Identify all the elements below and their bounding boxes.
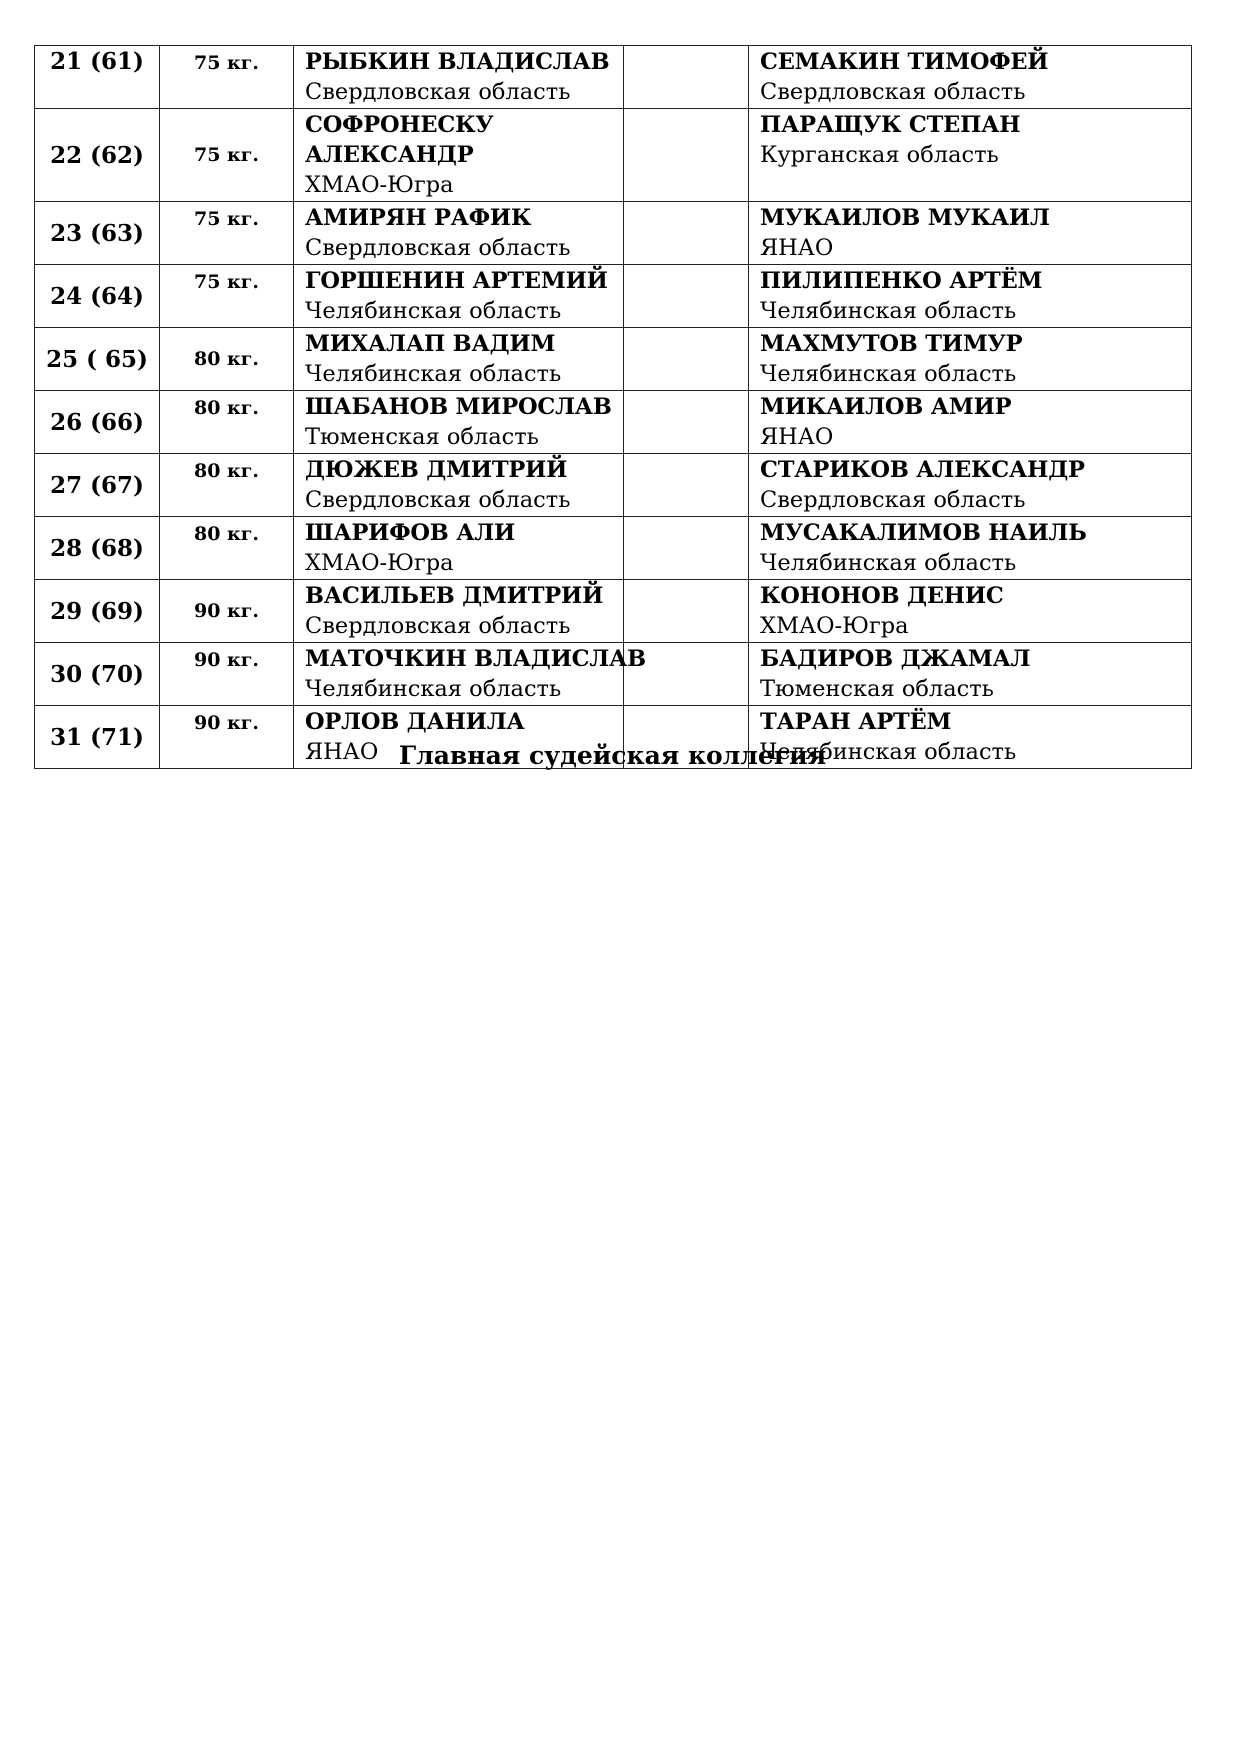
red-fighter-region: Свердловская область bbox=[305, 613, 571, 639]
weight-class: 90 кг. bbox=[160, 643, 294, 706]
table-row bbox=[35, 328, 1192, 391]
red-fighter-region: Челябинская область bbox=[305, 676, 562, 702]
bouts-table bbox=[34, 45, 1192, 769]
red-fighter-region: Челябинская область bbox=[305, 298, 562, 324]
blue-fighter-region: Тюменская область bbox=[760, 676, 994, 702]
table-row bbox=[35, 109, 1192, 202]
red-corner bbox=[294, 454, 624, 517]
blue-corner bbox=[749, 265, 1192, 328]
table-row bbox=[35, 454, 1192, 517]
blue-fighter-name: МИКАИЛОВ АМИР bbox=[760, 394, 1012, 420]
blue-fighter-name: МУСАКАЛИМОВ НАИЛЬ bbox=[760, 520, 1087, 546]
red-corner bbox=[294, 643, 646, 706]
blue-corner bbox=[749, 643, 1192, 706]
weight-class: 75 кг. bbox=[160, 265, 294, 328]
red-corner bbox=[294, 391, 624, 454]
table-row bbox=[35, 580, 1192, 643]
blue-fighter-name: ПИЛИПЕНКО АРТЁМ bbox=[760, 268, 1043, 294]
weight-class: 80 кг. bbox=[160, 328, 294, 391]
red-fighter-region: Свердловская область bbox=[305, 235, 571, 261]
weight-class: 75 кг. bbox=[160, 46, 294, 109]
bout-number: 27 (67) bbox=[35, 454, 160, 517]
weight-class: 80 кг. bbox=[160, 454, 294, 517]
table-row bbox=[35, 202, 1192, 265]
red-fighter-name: СОФРОНЕСКУ АЛЕКСАНДР bbox=[305, 112, 494, 168]
red-fighter-name: ДЮЖЕВ ДМИТРИЙ bbox=[305, 457, 568, 483]
weight-class: 80 кг. bbox=[160, 517, 294, 580]
red-fighter-name: ГОРШЕНИН АРТЕМИЙ bbox=[305, 268, 608, 294]
result-cell bbox=[624, 109, 749, 202]
red-fighter-region: Тюменская область bbox=[305, 424, 539, 450]
weight-class: 75 кг. bbox=[160, 109, 294, 202]
bout-number: 28 (68) bbox=[35, 517, 160, 580]
red-fighter-name: АМИРЯН РАФИК bbox=[305, 205, 532, 231]
result-cell bbox=[624, 454, 749, 517]
footer-signature-title: Главная судейская коллегия bbox=[398, 741, 827, 770]
result-cell bbox=[624, 328, 749, 391]
bout-number: 31 (71) bbox=[35, 706, 160, 769]
result-cell bbox=[624, 580, 749, 643]
blue-corner bbox=[749, 454, 1192, 517]
blue-corner bbox=[749, 391, 1192, 454]
result-cell bbox=[624, 46, 749, 109]
red-fighter-region: ХМАО-Югра bbox=[305, 550, 454, 576]
red-fighter-region: ЯНАО bbox=[305, 739, 379, 765]
blue-fighter-name: КОНОНОВ ДЕНИС bbox=[760, 583, 1004, 609]
red-corner bbox=[294, 517, 624, 580]
blue-fighter-name: БАДИРОВ ДЖАМАЛ bbox=[760, 646, 1031, 672]
blue-corner bbox=[749, 328, 1192, 391]
bout-number: 26 (66) bbox=[35, 391, 160, 454]
red-fighter-region: Свердловская область bbox=[305, 487, 571, 513]
blue-fighter-region: Свердловская область bbox=[760, 487, 1026, 513]
blue-fighter-region: Челябинская область bbox=[760, 361, 1017, 387]
result-cell bbox=[624, 391, 749, 454]
blue-fighter-name: ТАРАН АРТЁМ bbox=[760, 709, 952, 735]
weight-class: 80 кг. bbox=[160, 391, 294, 454]
blue-corner bbox=[749, 109, 1192, 202]
blue-fighter-name: МУКАИЛОВ МУКАИЛ bbox=[760, 205, 1050, 231]
red-fighter-name: ВАСИЛЬЕВ ДМИТРИЙ bbox=[305, 583, 604, 609]
red-fighter-name: РЫБКИН ВЛАДИСЛАВ bbox=[305, 49, 610, 75]
blue-corner bbox=[749, 517, 1192, 580]
bout-number: 29 (69) bbox=[35, 580, 160, 643]
table-row bbox=[35, 265, 1192, 328]
blue-fighter-region: ЯНАО bbox=[760, 424, 834, 450]
red-corner bbox=[294, 580, 624, 643]
result-cell bbox=[624, 265, 749, 328]
weight-class: 90 кг. bbox=[160, 580, 294, 643]
red-fighter-name: ОРЛОВ ДАНИЛА bbox=[305, 709, 525, 735]
result-cell bbox=[624, 202, 749, 265]
blue-corner bbox=[749, 202, 1192, 265]
red-corner bbox=[294, 46, 624, 109]
red-fighter-name: МИХАЛАП ВАДИМ bbox=[305, 331, 556, 357]
red-corner bbox=[294, 202, 624, 265]
bout-number: 21 (61) bbox=[35, 46, 160, 109]
blue-fighter-name: ПАРАЩУК СТЕПАН bbox=[760, 112, 1021, 138]
red-fighter-name: ШАРИФОВ АЛИ bbox=[305, 520, 516, 546]
red-fighter-name: ШАБАНОВ МИРОСЛАВ bbox=[305, 394, 612, 420]
red-corner bbox=[294, 265, 624, 328]
blue-fighter-region: ХМАО-Югра bbox=[760, 613, 909, 639]
weight-class: 75 кг. bbox=[160, 202, 294, 265]
blue-fighter-region: Курганская область bbox=[760, 142, 999, 168]
table-row bbox=[35, 517, 1192, 580]
table-row bbox=[35, 643, 1192, 706]
blue-fighter-region: Челябинская область bbox=[760, 739, 1017, 765]
blue-fighter-region: ЯНАО bbox=[760, 235, 834, 261]
blue-fighter-name: СЕМАКИН ТИМОФЕЙ bbox=[760, 49, 1049, 75]
blue-corner bbox=[749, 580, 1192, 643]
result-cell bbox=[624, 517, 749, 580]
bout-number: 30 (70) bbox=[35, 643, 160, 706]
red-fighter-region: ХМАО-Югра bbox=[305, 172, 454, 198]
red-corner bbox=[294, 328, 624, 391]
blue-fighter-region: Челябинская область bbox=[760, 298, 1017, 324]
blue-fighter-name: МАХМУТОВ ТИМУР bbox=[760, 331, 1023, 357]
blue-fighter-region: Свердловская область bbox=[760, 79, 1026, 105]
bout-number: 24 (64) bbox=[35, 265, 160, 328]
blue-fighter-name: СТАРИКОВ АЛЕКСАНДР bbox=[760, 457, 1085, 483]
bout-number: 22 (62) bbox=[35, 109, 160, 202]
red-fighter-region: Челябинская область bbox=[305, 361, 562, 387]
table-row bbox=[35, 391, 1192, 454]
table-row bbox=[35, 46, 1192, 109]
red-corner bbox=[294, 109, 624, 202]
bout-number: 25 ( 65) bbox=[35, 328, 160, 391]
blue-fighter-region: Челябинская область bbox=[760, 550, 1017, 576]
bout-number: 23 (63) bbox=[35, 202, 160, 265]
red-fighter-region: Свердловская область bbox=[305, 79, 571, 105]
blue-corner bbox=[749, 46, 1192, 109]
weight-class: 90 кг. bbox=[160, 706, 294, 769]
red-fighter-name: МАТОЧКИН ВЛАДИСЛАВ bbox=[305, 646, 646, 672]
